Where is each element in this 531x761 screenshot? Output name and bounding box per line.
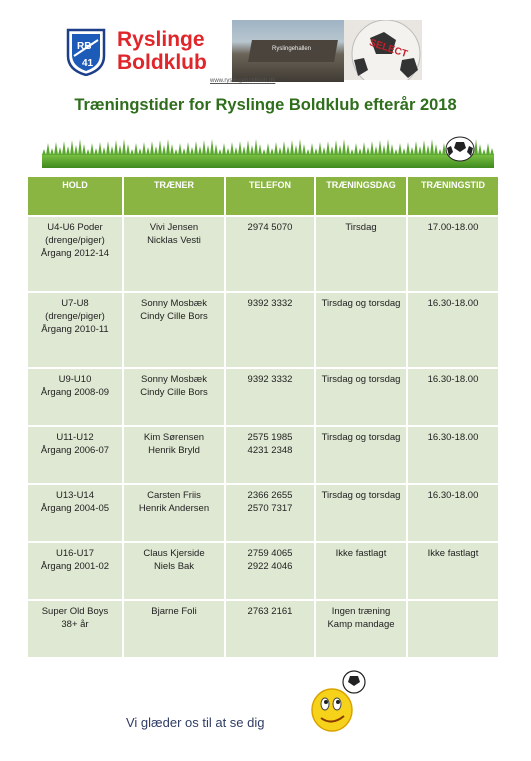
cell-telefon — [225, 292, 315, 368]
cell-telefon-line: 9392 3332 — [247, 298, 293, 309]
cell-traener-line: Henrik Bryld — [148, 445, 200, 456]
cell-telefon — [225, 600, 315, 658]
clubhouse-photo — [232, 20, 344, 82]
cell-hold — [27, 216, 123, 292]
header-traeningstid: TRÆNINGSTID — [407, 176, 499, 216]
cell-telefon-line: 4231 2348 — [247, 445, 293, 456]
cell-traener-line: Sonny Mosbæk — [140, 298, 207, 309]
cell-traener-line: Claus Kjerside — [143, 548, 205, 559]
cell-traeningsdag — [315, 292, 407, 368]
cell-traener — [123, 484, 225, 542]
cell-traeningstid-line: 16.30-18.00 — [427, 374, 479, 385]
cell-hold-line: Super Old Boys — [41, 606, 109, 617]
cell-traeningsdag — [315, 216, 407, 292]
footer-text: Vi glæder os til at se dig — [126, 715, 265, 730]
cell-traener-line: Henrik Andersen — [138, 503, 210, 514]
cell-traeningstid — [407, 426, 499, 484]
select-ball-icon — [344, 20, 422, 80]
cell-hold-line: U9-U10 — [58, 374, 92, 385]
table-row — [27, 426, 499, 484]
cell-traeningstid — [407, 542, 499, 600]
cell-traeningstid-line: 16.30-18.00 — [427, 490, 479, 501]
cell-hold — [27, 484, 123, 542]
cell-telefon-line: 2974 5070 — [247, 222, 293, 233]
badge-text-top: RB — [77, 41, 92, 52]
cell-telefon — [225, 368, 315, 426]
cell-traeningsdag — [315, 484, 407, 542]
cell-traener — [123, 600, 225, 658]
club-name-line2: Boldklub — [117, 51, 207, 74]
cell-telefon-line: 2366 2655 — [247, 490, 293, 501]
cell-telefon-line: 2570 7317 — [247, 503, 293, 514]
cell-hold-line: (drenge/piger) — [45, 311, 105, 322]
table-row — [27, 368, 499, 426]
club-header — [60, 20, 422, 86]
cell-hold-line: Årgang 2012-14 — [40, 248, 110, 259]
cell-hold-line: 38+ år — [61, 619, 89, 630]
cell-traener-line: Niels Bak — [153, 561, 195, 572]
cell-telefon-line: 2763 2161 — [247, 606, 293, 617]
cell-traener-line: Vivi Jensen — [149, 222, 199, 233]
cell-telefon-line: 2922 4046 — [247, 561, 293, 572]
cell-hold-line: U16-U17 — [55, 548, 95, 559]
cell-telefon — [225, 426, 315, 484]
club-name — [117, 28, 207, 74]
page-title: Træningstider for Ryslinge Boldklub efterår 2018 — [74, 96, 457, 114]
cell-hold — [27, 542, 123, 600]
header-traeningsdag: TRÆNINGSDAG — [315, 176, 407, 216]
table-row — [27, 216, 499, 292]
cell-hold — [27, 600, 123, 658]
ball-brand: SELECT — [367, 37, 409, 61]
cell-hold-line: Årgang 2004-05 — [40, 503, 110, 514]
cell-traeningsdag-line: Tirsdag og torsdag — [321, 374, 401, 385]
table-row — [27, 484, 499, 542]
cell-traeningsdag — [315, 368, 407, 426]
cell-traener — [123, 292, 225, 368]
cell-traeningsdag-line: Ingen træning — [331, 606, 391, 617]
cell-traener-line: Sonny Mosbæk — [140, 374, 207, 385]
cell-traener-line: Cindy Cille Bors — [140, 311, 208, 322]
cell-traeningsdag-line: Tirsdag og torsdag — [321, 432, 401, 443]
cell-telefon — [225, 542, 315, 600]
cell-hold — [27, 368, 123, 426]
cell-hold-line: Årgang 2001-02 — [40, 561, 110, 572]
cell-hold-line: U13-U14 — [55, 490, 95, 501]
cell-traener — [123, 542, 225, 600]
cell-hold-line: Årgang 2010-11 — [41, 324, 109, 335]
soccer-ball-icon — [444, 136, 476, 162]
cell-traeningsdag-line: Tirsdag — [345, 222, 377, 233]
cell-hold-line: (drenge/piger) — [45, 235, 105, 246]
cell-hold-line: U7-U8 — [61, 298, 89, 309]
cell-traeningsdag — [315, 600, 407, 658]
cell-traener-line: Bjarne Foli — [151, 606, 197, 617]
cell-hold-line: U4-U6 Poder — [47, 222, 103, 233]
cell-telefon-line: 2575 1985 — [247, 432, 293, 443]
cell-traeningstid — [407, 216, 499, 292]
training-schedule-table — [26, 175, 500, 659]
club-crest-icon — [64, 26, 108, 76]
table-header-row — [27, 176, 499, 216]
cell-hold-line: U11-U12 — [56, 432, 94, 443]
cell-traener-line: Nicklas Vesti — [147, 235, 201, 246]
cell-traener-line: Kim Sørensen — [143, 432, 205, 443]
cell-telefon — [225, 216, 315, 292]
cell-hold — [27, 292, 123, 368]
cell-traeningsdag — [315, 426, 407, 484]
cell-traeningstid — [407, 600, 499, 658]
cell-traeningsdag — [315, 542, 407, 600]
cell-traeningsdag-line: Tirsdag og torsdag — [321, 298, 401, 309]
badge-text-bottom: 41 — [82, 58, 94, 69]
header-telefon: TELEFON — [225, 176, 315, 216]
cell-traener — [123, 426, 225, 484]
table-row — [27, 292, 499, 368]
cell-traener-line: Cindy Cille Bors — [140, 387, 208, 398]
cell-traener — [123, 368, 225, 426]
cell-telefon-line: 2759 4065 — [247, 548, 293, 559]
header-traener: TRÆNER — [123, 176, 225, 216]
grass-strip — [42, 138, 494, 168]
photo-label: Ryslingehallen — [272, 46, 312, 52]
cell-traeningstid-line: 17.00-18.00 — [427, 222, 479, 233]
smiley-with-ball-icon — [306, 666, 376, 736]
cell-traeningsdag-line: Ikke fastlagt — [335, 548, 387, 559]
table-row — [27, 542, 499, 600]
cell-hold — [27, 426, 123, 484]
club-name-line1: Ryslinge — [117, 28, 205, 51]
cell-hold-line: Årgang 2006-07 — [40, 445, 110, 456]
club-url: www.ryslingeboldklub.dk — [210, 78, 276, 84]
cell-traeningstid — [407, 484, 499, 542]
cell-telefon — [225, 484, 315, 542]
cell-traeningstid-line: 16.30-18.00 — [427, 298, 479, 309]
cell-traeningstid-line: 16.30-18.00 — [427, 432, 479, 443]
header-hold: HOLD — [27, 176, 123, 216]
cell-traener-line: Carsten Friis — [147, 490, 201, 501]
cell-traeningsdag-line: Tirsdag og torsdag — [321, 490, 401, 501]
cell-telefon-line: 9392 3332 — [247, 374, 293, 385]
cell-traener — [123, 216, 225, 292]
cell-traeningsdag-line: Kamp mandage — [327, 619, 395, 630]
cell-hold-line: Årgang 2008-09 — [40, 387, 110, 398]
cell-traeningstid — [407, 292, 499, 368]
cell-traeningstid-line: Ikke fastlagt — [427, 548, 479, 559]
cell-traeningstid — [407, 368, 499, 426]
table-row — [27, 600, 499, 658]
